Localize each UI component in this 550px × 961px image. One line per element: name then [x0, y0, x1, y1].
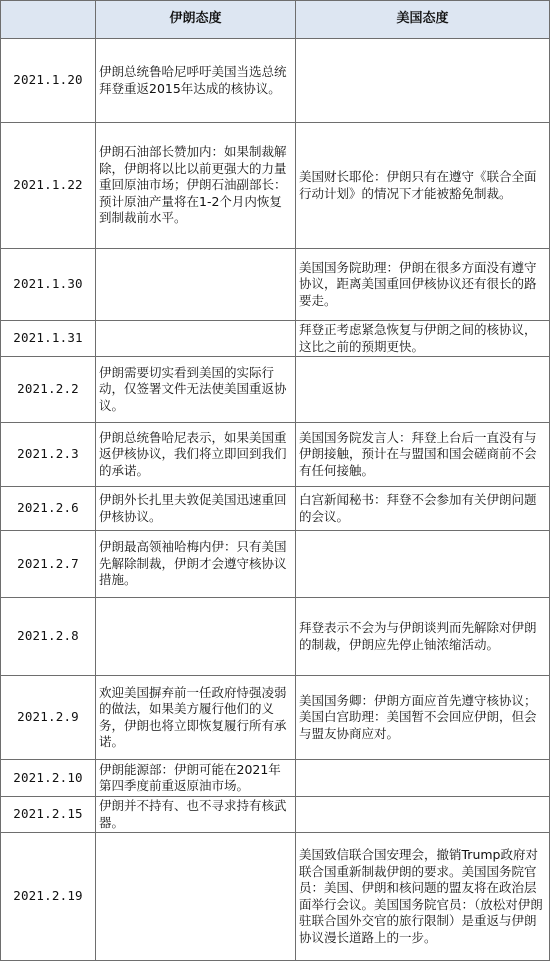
table-row: [1, 123, 550, 249]
us-attitude-cell: [296, 39, 550, 123]
us-attitude-cell: [296, 357, 550, 423]
table-row: [1, 423, 550, 487]
iran-attitude-cell: [96, 321, 296, 357]
table-body: [1, 39, 550, 961]
table-row: [1, 797, 550, 833]
iran-attitude-cell: 伊朗最高领袖哈梅内伊：只有美国先解除制裁，伊朗才会遵守核协议措施。: [96, 531, 296, 598]
us-attitude-cell: [296, 797, 550, 833]
header-row: [1, 1, 550, 39]
iran-attitude-cell: 欢迎美国摒弃前一任政府恃强凌弱的做法，如果美方履行他们的义务，伊朗也将立即恢复履行所有承诺。: [96, 676, 296, 760]
date-cell: 2021.1.30: [1, 249, 96, 321]
us-attitude-cell: 美国致信联合国安理会，撤销Trump政府对联合国重新制裁伊朗的要求。美国国务院官员：美国、伊朗和核问题的盟友将在政治层面举行会议。美国国务院官员：（放松对伊朗驻联合国外交官的旅行限制）是重返与伊朗协议漫长道路上的一步。: [296, 833, 550, 961]
us-attitude-cell: 美国财长耶伦：伊朗只有在遵守《联合全面行动计划》的情况下才能被豁免制裁。: [296, 123, 550, 249]
header-us-attitude: 美国态度: [296, 1, 550, 39]
us-attitude-cell: 美国国务院发言人：拜登上台后一直没有与伊朗接触，预计在与盟国和国会磋商前不会有任何接触。: [296, 423, 550, 487]
iran-attitude-cell: [96, 833, 296, 961]
table-row: [1, 357, 550, 423]
date-cell: 2021.2.15: [1, 797, 96, 833]
us-attitude-cell: 美国国务院助理：伊朗在很多方面没有遵守协议，距离美国重回伊核协议还有很长的路要走。: [296, 249, 550, 321]
date-cell: 2021.2.8: [1, 598, 96, 676]
header-date: [1, 1, 96, 39]
iran-attitude-cell: 伊朗并不持有、也不寻求持有核武器。: [96, 797, 296, 833]
us-attitude-cell: 美国国务卿：伊朗方面应首先遵守核协议；美国白宫助理：美国暂不会回应伊朗，但会与盟友协商应对。: [296, 676, 550, 760]
date-cell: 2021.2.3: [1, 423, 96, 487]
table-row: [1, 531, 550, 598]
table-row: [1, 39, 550, 123]
table-row: [1, 676, 550, 760]
iran-attitude-cell: [96, 598, 296, 676]
table-row: [1, 760, 550, 797]
table-row: [1, 321, 550, 357]
us-attitude-cell: 拜登表示不会为与伊朗谈判而先解除对伊朗的制裁，伊朗应先停止铀浓缩活动。: [296, 598, 550, 676]
us-attitude-cell: [296, 531, 550, 598]
date-cell: 2021.2.2: [1, 357, 96, 423]
iran-attitude-cell: 伊朗需要切实看到美国的实际行动，仅签署文件无法使美国重返协议。: [96, 357, 296, 423]
date-cell: 2021.1.31: [1, 321, 96, 357]
header-iran-attitude: 伊朗态度: [96, 1, 296, 39]
date-cell: 2021.2.10: [1, 760, 96, 797]
us-attitude-cell: 白宫新闻秘书：拜登不会参加有关伊朗问题的会议。: [296, 487, 550, 531]
iran-attitude-cell: 伊朗外长扎里夫敦促美国迅速重回伊核协议。: [96, 487, 296, 531]
iran-attitude-cell: [96, 249, 296, 321]
iran-attitude-cell: 伊朗总统鲁哈尼表示，如果美国重返伊核协议，我们将立即回到我们的承诺。: [96, 423, 296, 487]
date-cell: 2021.2.9: [1, 676, 96, 760]
date-cell: 2021.1.20: [1, 39, 96, 123]
date-cell: 2021.2.7: [1, 531, 96, 598]
table-row: [1, 598, 550, 676]
date-cell: 2021.2.6: [1, 487, 96, 531]
us-attitude-cell: 拜登正考虑紧急恢复与伊朗之间的核协议，这比之前的预期更快。: [296, 321, 550, 357]
iran-attitude-cell: 伊朗石油部长赞加内：如果制裁解除，伊朗将以比以前更强大的力量重回原油市场；伊朗石油副部长：预计原油产量将在1-2个月内恢复到制裁前水平。: [96, 123, 296, 249]
table-header: [1, 1, 550, 39]
date-cell: 2021.2.19: [1, 833, 96, 961]
table-row: [1, 833, 550, 961]
us-attitude-cell: [296, 760, 550, 797]
iran-attitude-cell: 伊朗能源部：伊朗可能在2021年第四季度前重返原油市场。: [96, 760, 296, 797]
table-row: [1, 249, 550, 321]
date-cell: 2021.1.22: [1, 123, 96, 249]
table-row: [1, 487, 550, 531]
iran-attitude-cell: 伊朗总统鲁哈尼呼吁美国当选总统拜登重返2015年达成的核协议。: [96, 39, 296, 123]
